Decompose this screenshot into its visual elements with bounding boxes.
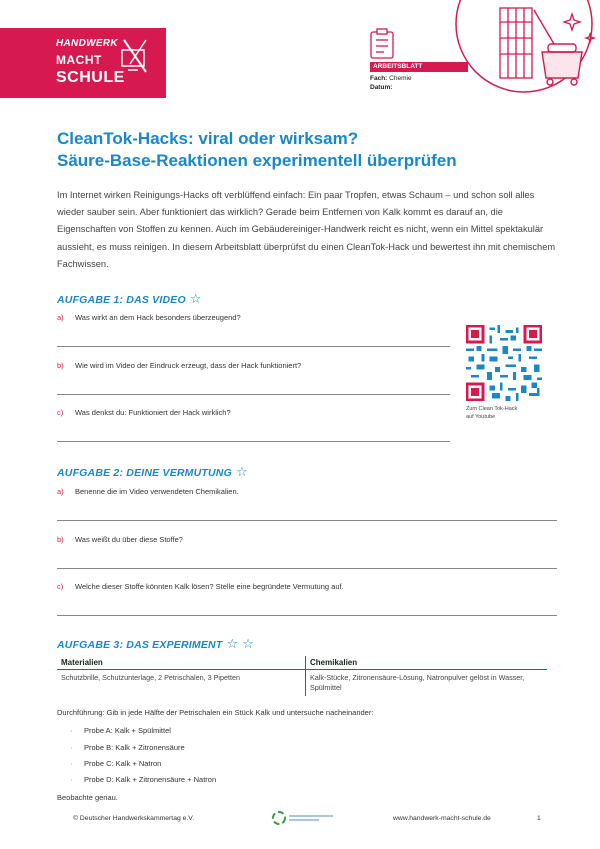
probe-text: Probe B: Kalk + Zitronensäure <box>84 743 185 752</box>
answer-line[interactable] <box>57 520 557 521</box>
qr-caption <box>466 405 517 421</box>
sparkle-icon <box>564 14 594 42</box>
task3-heading-text: AUFGABE 3: DAS EXPERIMENT <box>57 639 223 651</box>
subject-label: Fach: <box>370 75 388 82</box>
probe-item <box>70 775 216 784</box>
qr-caption-line-2: auf Youtube <box>466 414 496 420</box>
materials-table <box>57 656 547 696</box>
probe-item <box>70 759 161 768</box>
materials-cell: Schutzbrille, Schutzunterlage, 2 Petrischalen, 3 Pipetten <box>57 670 306 697</box>
logo-line-3: SCHULE <box>56 69 125 86</box>
date-row <box>370 84 392 91</box>
date-label: Datum: <box>370 84 393 91</box>
bullet-icon: · <box>70 775 73 784</box>
clipboard-icon <box>371 29 393 58</box>
question-label: c) <box>57 408 64 417</box>
worksheet-label: ARBEITSBLATT <box>370 62 468 72</box>
task1-question-b <box>57 361 301 370</box>
question-text: Wie wird im Video der Eindruck erzeugt, dass der Hack funktioniert? <box>75 361 302 370</box>
subject-value: Chemie <box>389 75 412 82</box>
title-line-2: Säure-Base-Reaktionen experimentell überprüfen <box>57 151 457 170</box>
probe-text: Probe D: Kalk + Zitronensäure + Natron <box>84 775 217 784</box>
page-title <box>57 128 457 172</box>
observe-text: Beobachte genau. <box>57 793 118 802</box>
answer-line[interactable] <box>57 441 450 442</box>
qr-code[interactable] <box>466 325 542 401</box>
probe-text: Probe A: Kalk + Spülmittel <box>84 726 171 735</box>
building-icon <box>500 8 532 78</box>
sponsor-logo <box>272 810 336 826</box>
subject-row <box>370 75 412 82</box>
question-text: Was weißt du über diese Stoffe? <box>75 535 183 544</box>
star-icon: ☆ <box>235 464 248 479</box>
task2-question-c <box>57 582 344 591</box>
mop-bucket-icon <box>534 10 582 85</box>
question-text: Was denkst du: Funktioniert der Hack wirklich? <box>75 408 231 417</box>
task2-question-a <box>57 487 239 496</box>
task1-question-c <box>57 408 231 417</box>
task1-heading <box>57 291 202 307</box>
star-icon: ☆ <box>226 636 239 651</box>
procedure-text: Durchführung: Gib in jede Hälfte der Petrischalen ein Stück Kalk und untersuche nacheinander: <box>57 708 374 717</box>
task1-question-a <box>57 313 241 322</box>
question-text: Was wirkt an dem Hack besonders überzeugend? <box>75 313 241 322</box>
materials-header: Materialien <box>57 656 306 670</box>
answer-line[interactable] <box>57 615 557 616</box>
probe-text: Probe C: Kalk + Natron <box>84 759 162 768</box>
logo-line-2: MACHT <box>56 53 102 67</box>
star-icon: ☆ <box>189 291 202 306</box>
question-label: b) <box>57 361 64 370</box>
task3-heading <box>57 636 254 652</box>
question-text: Welche dieser Stoffe könnten Kalk lösen? Stelle eine begründete Vermutung auf. <box>75 582 344 591</box>
bullet-icon: · <box>70 759 73 768</box>
tools-icon <box>118 36 152 80</box>
probe-item <box>70 743 185 752</box>
probe-item <box>70 726 171 735</box>
task2-question-b <box>57 535 183 544</box>
page-number: 1 <box>537 815 541 822</box>
chemicals-header: Chemikalien <box>306 656 548 670</box>
logo-line-1: HANDWERK <box>56 38 118 49</box>
question-label: a) <box>57 487 64 496</box>
question-text: Benenne die im Video verwendeten Chemikalien. <box>75 487 239 496</box>
question-label: b) <box>57 535 64 544</box>
title-line-1: CleanTok-Hacks: viral oder wirksam? <box>57 129 359 148</box>
bullet-icon: · <box>70 726 73 735</box>
question-label: c) <box>57 582 64 591</box>
chemicals-cell: Kalk-Stücke, Zitronensäure-Lösung, Natronpulver gelöst in Wasser, Spülmittel <box>310 673 525 692</box>
footer-copyright: © Deutscher Handwerkskammertag e.V. <box>73 815 195 822</box>
star-icon: ☆ <box>242 636 255 651</box>
header-decoration <box>358 0 600 98</box>
answer-line[interactable] <box>57 568 557 569</box>
intro-text: Im Internet wirken Reinigungs-Hacks oft verblüffend einfach: Ein paar Tropfen, etwas Schaum – und schon soll alles wieder sauber sein. Aber funktioniert das wirklich? Gerade beim Entfernen von Kalk kommt es darauf an, die Eigenschaften von Stoffen zu kennen. Auch im Gebäudereiniger-Handwerk reicht es nicht, wenn ein Mittel spektakulär aussieht, es muss reinigen. In diesem Arbeitsblatt überprüfst du einen CleanTok-Hack und bewertest ihn mit chemischem Fachwissen. <box>57 190 556 269</box>
bullet-icon: · <box>70 743 73 752</box>
task2-heading-text: AUFGABE 2: DEINE VERMUTUNG <box>57 467 232 479</box>
question-label: a) <box>57 313 64 322</box>
footer-url[interactable]: www.handwerk-macht-schule.de <box>393 815 491 822</box>
task1-heading-text: AUFGABE 1: DAS VIDEO <box>57 294 186 306</box>
answer-line[interactable] <box>57 394 450 395</box>
qr-caption-line-1: Zum Clean Tok-Hack <box>466 406 518 412</box>
task2-heading <box>57 464 248 480</box>
handwerk-logo <box>0 28 166 98</box>
answer-line[interactable] <box>57 346 450 347</box>
